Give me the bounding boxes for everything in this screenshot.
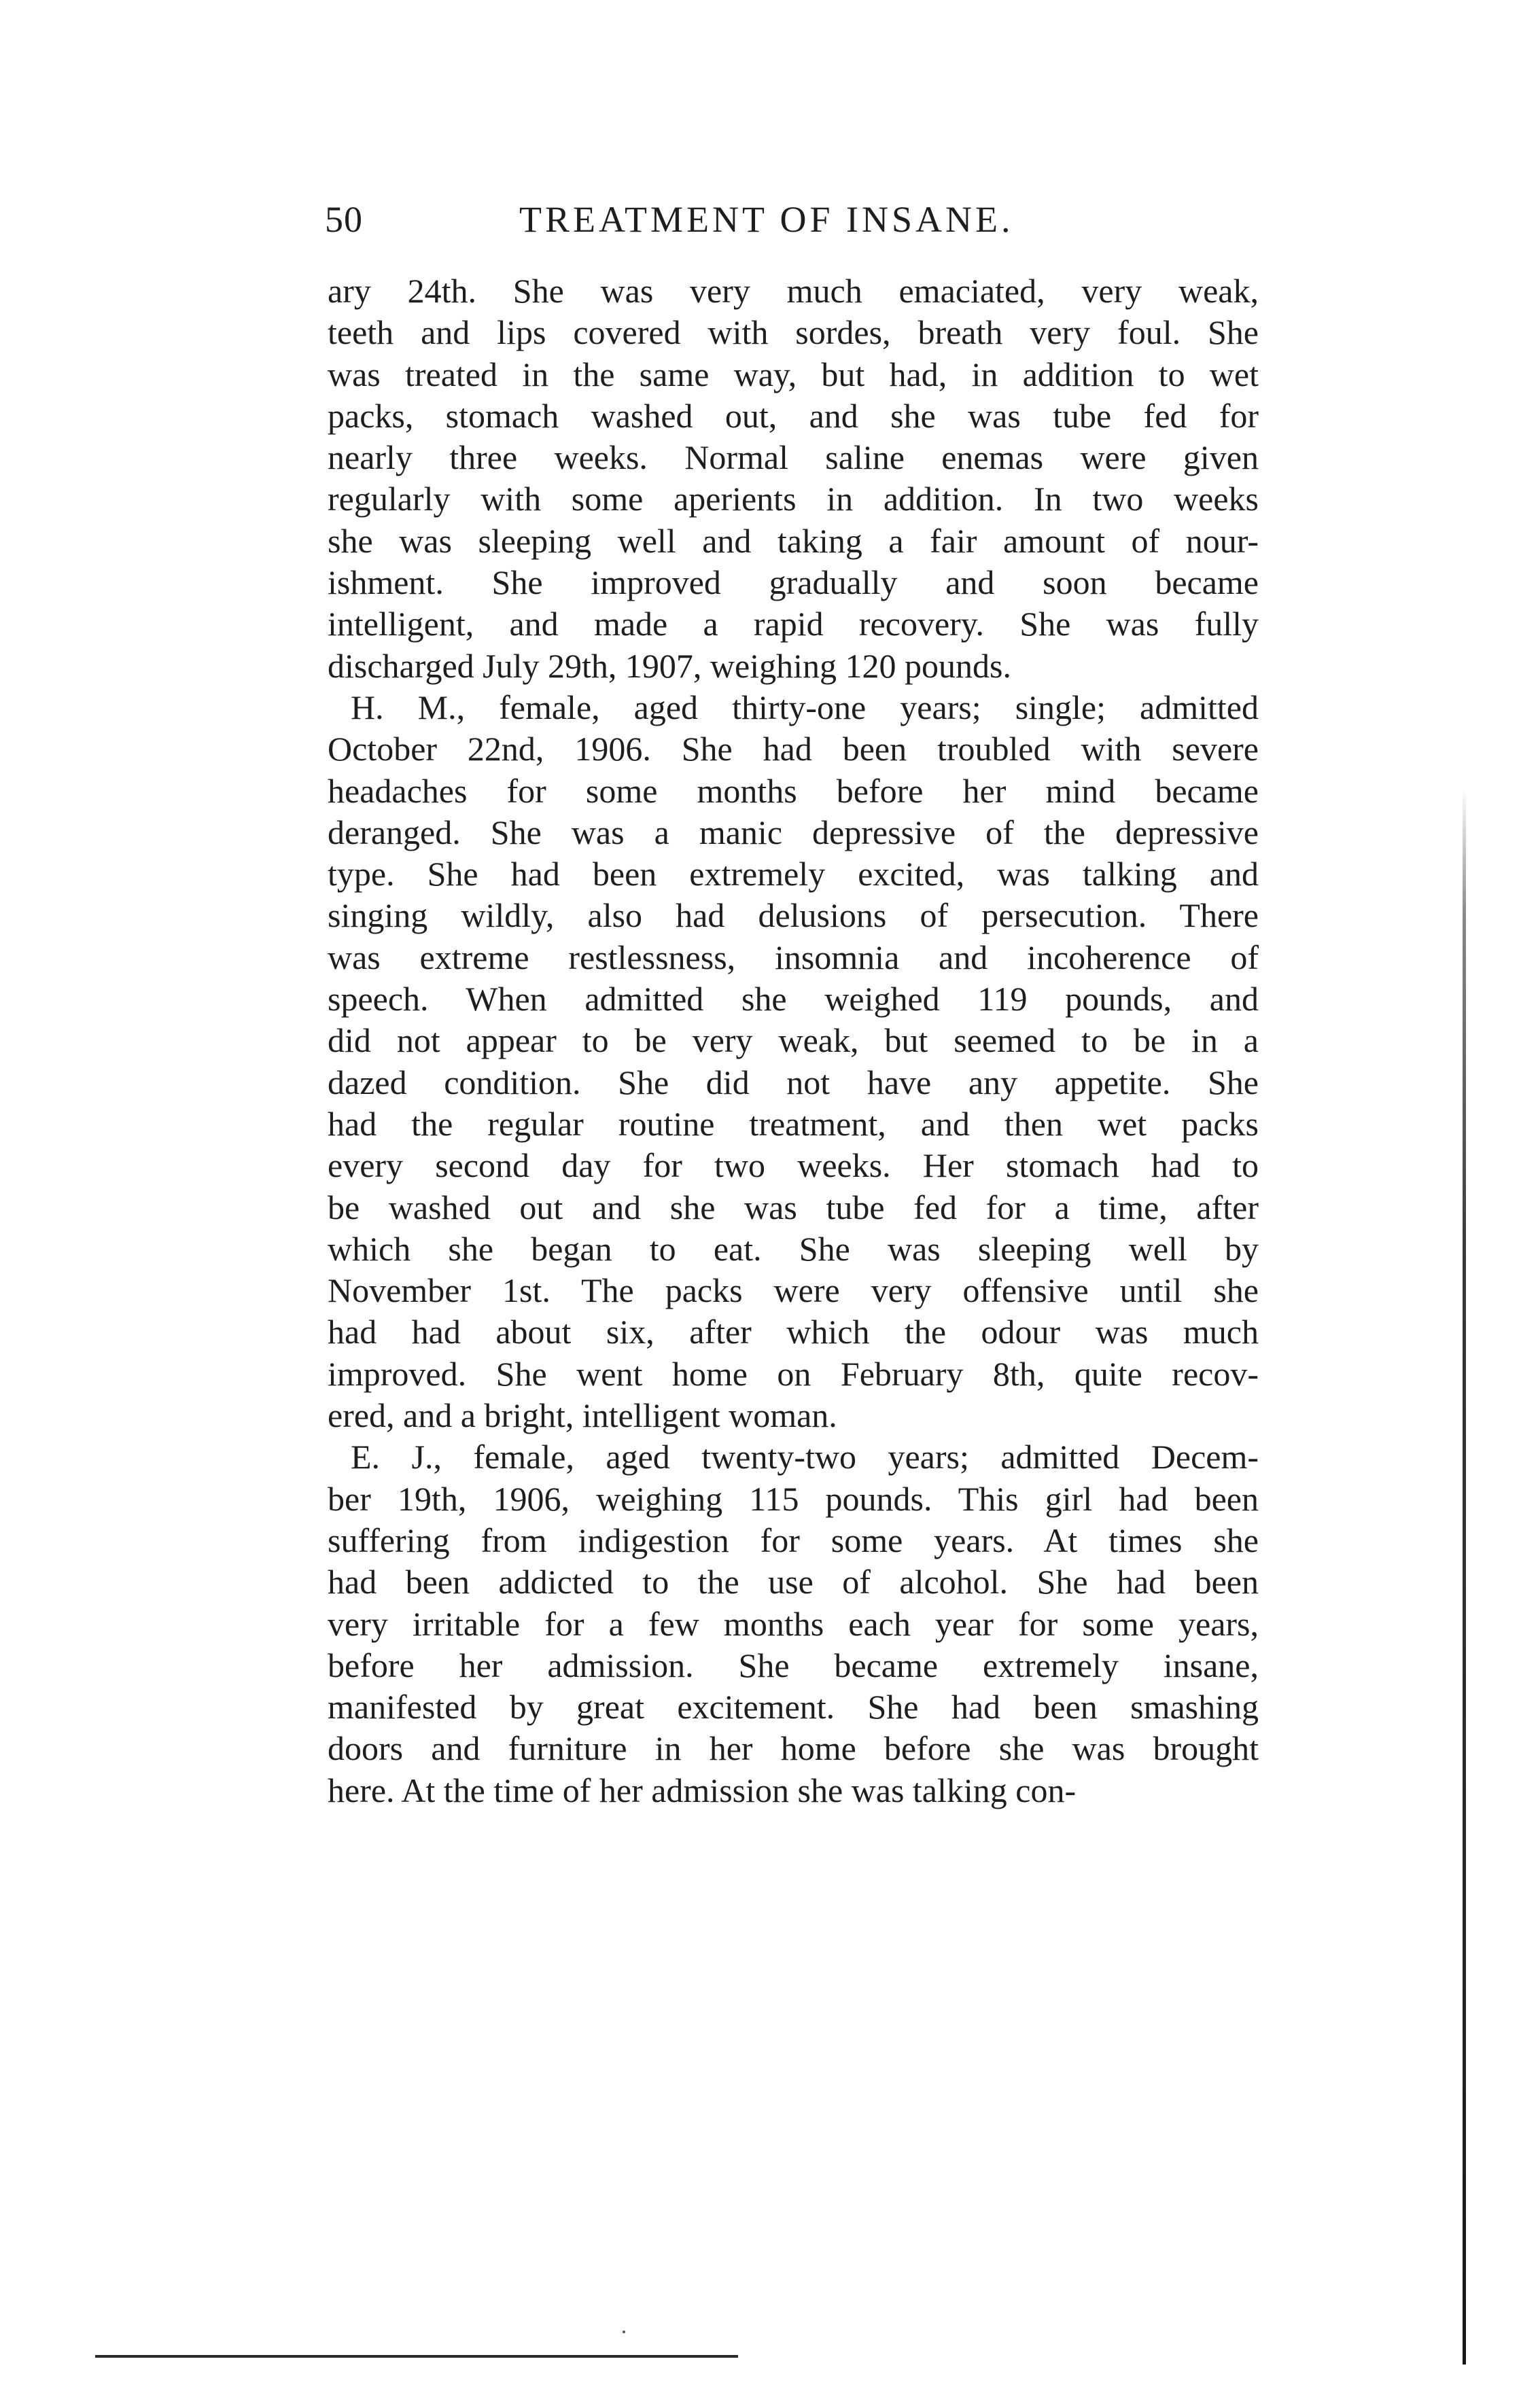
text-line: very irritable for a few months each year for some years, — [328, 1604, 1259, 1643]
text-line: doors and furniture in her home before she was brought — [328, 1729, 1259, 1768]
text-line: had had about six, after which the odour was much — [328, 1313, 1259, 1351]
text-line: she was sleeping well and taking a fair amount of nour- — [328, 521, 1259, 560]
text-line: November 1st. The packs were very offensive until she — [328, 1271, 1259, 1310]
text-line: speech. When admitted she weighed 119 pounds, and — [328, 980, 1259, 1019]
text-line: had been addicted to the use of alcohol. She had been — [328, 1563, 1259, 1601]
text-line: improved. She went home on February 8th, quite recov- — [328, 1354, 1259, 1393]
text-line: did not appear to be very weak, but seemed to be in a — [328, 1021, 1259, 1060]
page-number: 50 — [325, 199, 363, 240]
running-title: TREATMENT OF INSANE. — [519, 199, 1014, 240]
paragraph — [328, 1436, 1259, 1811]
text-line: October 22nd, 1906. She had been troubled with severe — [328, 730, 1259, 768]
text-line: be washed out and she was tube fed for a time, after — [328, 1188, 1259, 1226]
paragraph — [328, 270, 1259, 687]
text-line: deranged. She was a manic depressive of the depressive — [328, 813, 1259, 851]
text-line: singing wildly, also had delusions of persecution. There — [328, 896, 1259, 935]
text-line: before her admission. She became extremely insane, — [328, 1646, 1259, 1684]
text-line: type. She had been extremely excited, was talking and — [328, 855, 1259, 893]
paragraph — [328, 687, 1259, 1436]
text-line: ber 19th, 1906, weighing 115 pounds. This girl had been — [328, 1479, 1259, 1518]
text-line: nearly three weeks. Normal saline enemas were given — [328, 438, 1259, 477]
text-line: ishment. She improved gradually and soon became — [328, 563, 1259, 602]
text-line: teeth and lips covered with sordes, breath very foul. She — [328, 313, 1259, 352]
running-head — [325, 198, 1276, 253]
text-line: packs, stomach washed out, and she was tube fed for — [328, 396, 1259, 435]
gutter-shadow — [1463, 788, 1466, 2365]
text-line: intelligent, and made a rapid recovery. She was fully — [328, 605, 1259, 643]
body-text — [328, 270, 1259, 1811]
text-line: discharged July 29th, 1907, weighing 120 pounds. — [328, 646, 1011, 685]
text-line: ered, and a bright, intelligent woman. — [328, 1396, 837, 1435]
text-line: E. J., female, aged twenty-two years; admitted Decem- — [351, 1438, 1259, 1476]
text-line: dazed condition. She did not have any appetite. She — [328, 1063, 1259, 1101]
paragraph-list — [328, 270, 1259, 1811]
bottom-rule — [95, 2355, 738, 2358]
text-line: was treated in the same way, but had, in addition to wet — [328, 355, 1259, 393]
text-line: every second day for two weeks. Her stomach had to — [328, 1146, 1259, 1185]
print-speck — [623, 2331, 625, 2333]
text-line: H. M., female, aged thirty-one years; single; admitted — [351, 688, 1259, 726]
text-line: regularly with some aperients in addition. In two weeks — [328, 480, 1259, 518]
text-line: headaches for some months before her mind became — [328, 771, 1259, 810]
text-line: here. At the time of her admission she was talking con- — [328, 1771, 1077, 1809]
text-line: had the regular routine treatment, and then wet packs — [328, 1104, 1259, 1143]
text-line: was extreme restlessness, insomnia and incoherence of — [328, 938, 1259, 976]
text-line: suffering from indigestion for some years. At times she — [328, 1521, 1259, 1559]
text-line: ary 24th. She was very much emaciated, very weak, — [328, 272, 1259, 310]
text-line: which she began to eat. She was sleeping well by — [328, 1229, 1259, 1268]
text-line: manifested by great excitement. She had been smashing — [328, 1688, 1259, 1727]
